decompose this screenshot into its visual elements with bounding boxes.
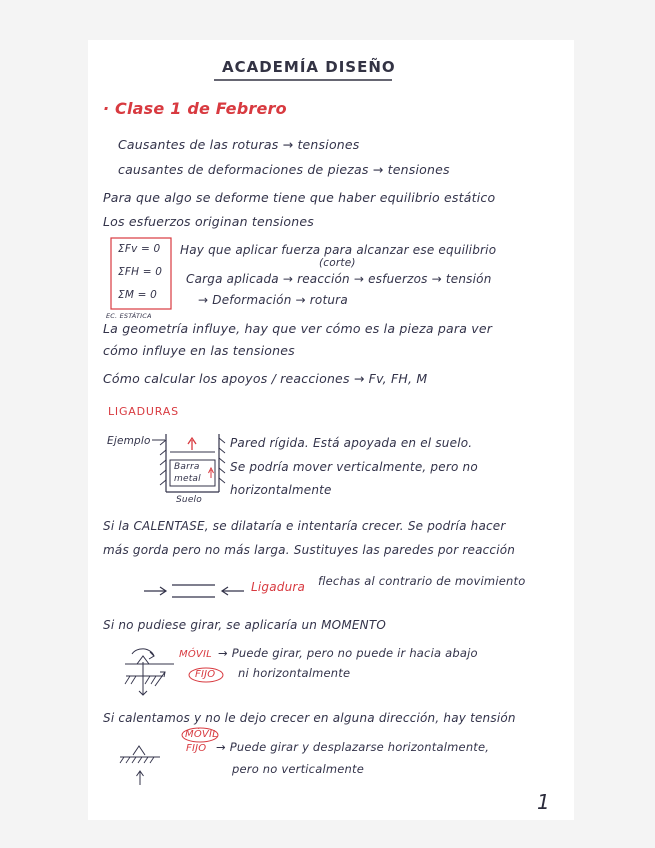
barra-label: Barra — [174, 462, 200, 472]
equation-fv: ΣFv = 0 — [118, 243, 161, 255]
ligaduras-heading: LIGADURAS — [108, 405, 179, 418]
metal-label: metal — [174, 474, 201, 484]
tension-movil-label: MÓVIL — [185, 729, 218, 740]
line-roturas: Causantes de las roturas → tensiones — [118, 137, 360, 152]
movil-label: MÓVIL — [179, 649, 212, 660]
class-heading: · Clase 1 de Febrero — [103, 99, 287, 118]
page-number: 1 — [537, 790, 550, 814]
suelo-label: Suelo — [176, 495, 202, 505]
tension-text-2: pero no verticalmente — [232, 762, 365, 776]
geometry-line-1: La geometría influye, hay que ver cómo es la pieza para ver — [103, 321, 493, 336]
ligaduras-text-3: horizontalmente — [230, 483, 332, 497]
eq-text-corte: (corte) — [319, 257, 356, 269]
equation-fh: ΣFH = 0 — [118, 266, 163, 278]
line-deformaciones: causantes de deformaciones de piezas → tensiones — [118, 162, 450, 177]
eq-text-deformacion: → Deformación → rotura — [198, 293, 348, 307]
line-esfuerzos: Los esfuerzos originan tensiones — [103, 214, 314, 229]
momento-line: Si no pudiese girar, se aplicaría un MOMENTO — [103, 618, 387, 632]
fijo-label: FIJO — [195, 669, 216, 680]
ligadura-label: Ligadura — [251, 580, 306, 594]
geometry-line-2: cómo influye en las tensiones — [103, 343, 295, 358]
geometry-line-3: Cómo calcular los apoyos / reacciones → Fv, FH, M — [103, 371, 428, 386]
equation-m: ΣM = 0 — [118, 289, 158, 301]
page-title: ACADEMÍA DISEÑO — [222, 58, 396, 76]
tension-text-1: → Puede girar y desplazarse horizontalmente, — [216, 740, 490, 754]
tension-fijo-label: FIJO — [186, 743, 207, 754]
eq-text-fuerza: Hay que aplicar fuerza para alcanzar ese equilibrio — [180, 243, 497, 257]
ligaduras-text-1: Pared rígida. Está apoyada en el suelo. — [230, 436, 473, 450]
line-equilibrio: Para que algo se deforme tiene que haber equilibrio estático — [103, 190, 496, 205]
tension-line: Si calentamos y no le dejo crecer en alguna dirección, hay tensión — [103, 711, 516, 725]
calentase-line-2: más gorda pero no más larga. Sustituyes las paredes por reacción — [103, 543, 516, 557]
equations-caption: EC. ESTÁTICA — [106, 312, 152, 320]
movil-text: → Puede girar, pero no puede ir hacia abajo — [218, 646, 478, 660]
ejemplo-label: Ejemplo — [107, 435, 151, 447]
fijo-text: ni horizontalmente — [238, 666, 351, 680]
calentase-line-1: Si la CALENTASE, se dilataría e intentaría crecer. Se podría hacer — [103, 519, 506, 533]
ligaduras-text-2: Se podría mover verticalmente, pero no — [230, 460, 478, 474]
eq-text-carga: Carga aplicada → reacción → esfuerzos → tensión — [186, 272, 492, 286]
flechas-text: flechas al contrario de movimiento — [318, 574, 526, 588]
